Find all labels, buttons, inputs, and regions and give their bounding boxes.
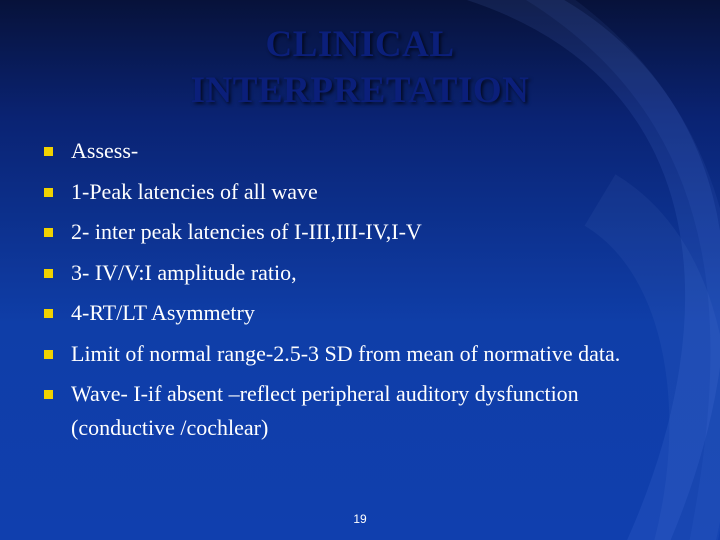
bullet-item xyxy=(44,256,684,290)
bullet-item xyxy=(44,175,684,209)
square-bullet-icon xyxy=(44,390,53,399)
bullet-text: 4-RT/LT Asymmetry xyxy=(71,300,255,325)
square-bullet-icon xyxy=(44,188,53,197)
slide-title-line-2: INTERPRETATION xyxy=(190,70,530,111)
bullet-text: Limit of normal range-2.5-3 SD from mean of normative data. xyxy=(71,340,621,366)
bullet-text: 3- IV/V:I amplitude ratio, xyxy=(71,259,297,285)
bullet-text: Wave- I-if absent –reflect peripheral auditory dysfunction (conductive /cochlear) xyxy=(71,381,579,440)
bullet-item xyxy=(44,337,684,371)
slide-title-line-1: CLINICAL xyxy=(265,24,455,65)
slide-title xyxy=(0,22,720,114)
bullet-list xyxy=(44,134,684,452)
square-bullet-icon xyxy=(44,269,53,278)
square-bullet-icon xyxy=(44,309,53,318)
square-bullet-icon xyxy=(44,228,53,237)
bullet-text: 1-Peak latencies of all wave xyxy=(71,178,318,204)
bullet-text: 2- inter peak latencies of I-III,III-IV,I-V xyxy=(71,219,422,244)
square-bullet-icon xyxy=(44,147,53,156)
bullet-item xyxy=(44,134,684,168)
bullet-item xyxy=(44,377,684,445)
page-number: 19 xyxy=(353,512,367,526)
bullet-item xyxy=(44,296,684,330)
bullet-item xyxy=(44,215,684,249)
square-bullet-icon xyxy=(44,350,53,359)
bullet-text: Assess- xyxy=(71,138,139,163)
